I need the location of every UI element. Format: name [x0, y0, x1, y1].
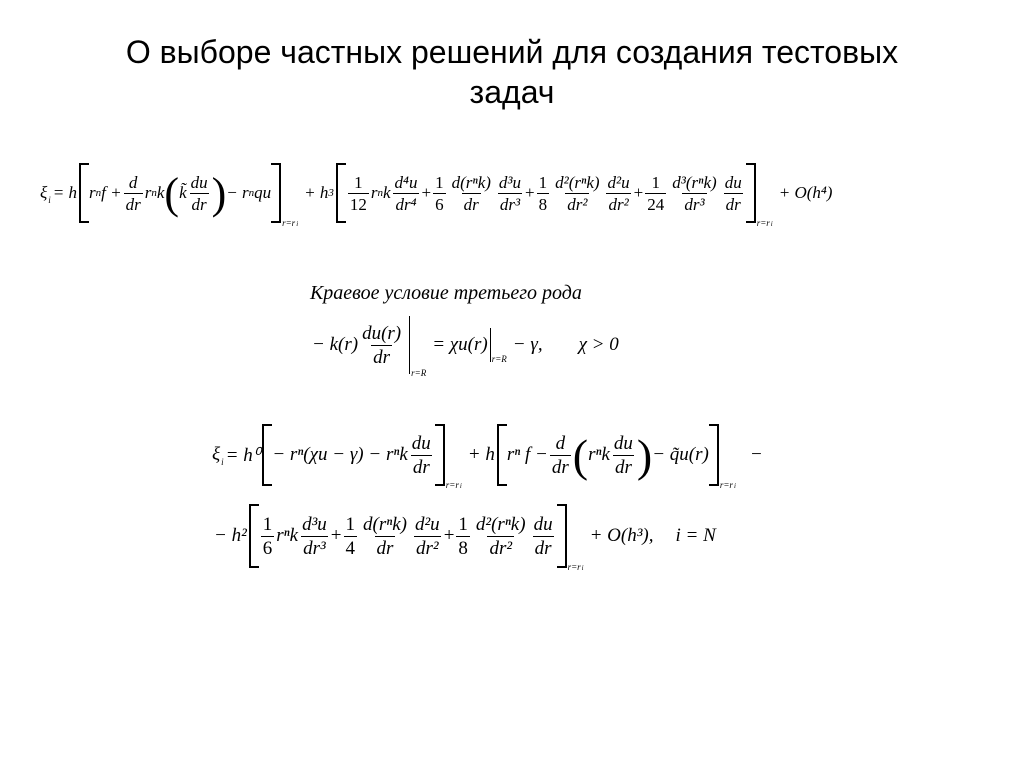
eq4-eval: r=r	[567, 562, 581, 572]
eq4-d-rnk: d(rⁿk)	[363, 513, 407, 535]
eq1-f: f +	[101, 183, 122, 202]
eq2-rhs: − γ,	[512, 334, 543, 355]
eq1-d2u: d²u	[607, 172, 630, 192]
eq3-eval: r=r	[445, 480, 459, 490]
eq4-d3u: d³u	[302, 513, 327, 535]
eq1-six: 6	[435, 194, 444, 214]
eq1-minus-r-sup: n	[248, 187, 255, 199]
eq2-eval-bar-2	[490, 328, 491, 362]
eq4-plus-1: +	[330, 525, 342, 546]
eq4-d2-rnk: d²(rⁿk)	[475, 513, 526, 535]
eq1-frac-1-12	[348, 174, 369, 213]
eq4-du: du	[533, 513, 553, 535]
eq1-dr3-b: dr³	[684, 194, 705, 214]
eq3-bracket-close	[435, 424, 445, 486]
eq4-cond: i = N	[675, 525, 716, 546]
eq3-frac-du-dr-2	[612, 434, 635, 477]
eq2-eval: r=R	[411, 368, 427, 378]
eq1-minus-r: − r	[226, 183, 249, 202]
eq1-bracket2-open	[336, 163, 346, 223]
eq1-frac-d3-rnk	[670, 174, 718, 213]
eq1-lhs: ξ	[40, 183, 48, 202]
eq3-b1: rⁿ f −	[506, 444, 548, 465]
eq1-twentyfour: 24	[647, 194, 665, 214]
boundary-condition-label: Краевое условие третьего рода	[310, 282, 582, 304]
eq4-dr: dr	[376, 537, 394, 559]
eq4-frac-1-6	[261, 515, 275, 558]
eq4-one-b: 1	[345, 513, 356, 535]
eq1-r2-sup: n	[151, 187, 157, 199]
eq1-eight: 8	[538, 194, 548, 214]
eq1-eval-2: r=r	[756, 218, 770, 228]
eq1-r2: r	[144, 183, 152, 202]
equation-1	[40, 158, 832, 228]
eq4-one: 1	[262, 513, 273, 535]
eq1-k: k	[156, 183, 165, 202]
eq1-frac-d-rnk	[450, 174, 493, 213]
eq3-lhs: ξ	[212, 444, 221, 465]
eq1-frac-du-dr	[189, 174, 210, 213]
eq1-bracket2-close	[746, 163, 756, 223]
eq4-plus-2: +	[443, 525, 455, 546]
eq2-den: dr	[373, 346, 391, 368]
eq4-four: 4	[345, 537, 356, 559]
eq1-r: r	[89, 183, 96, 202]
eq1-one-c: 1	[538, 172, 548, 192]
eq1-frac-d-dr	[124, 174, 143, 213]
eq1-lhs-sub: i	[48, 195, 51, 205]
eq1-r-sup: n	[95, 187, 102, 199]
eq1-k-tilde: k̃	[179, 183, 187, 202]
eq1-frac-d2u	[606, 174, 632, 213]
eq2-frac	[360, 324, 403, 367]
eq4-eight: 8	[458, 537, 468, 559]
eq3-du-2: du	[613, 432, 633, 454]
eq3-lhs-sub: i	[221, 457, 224, 467]
eq3-b3: − q̃u(r)	[652, 444, 709, 465]
eq3-b2: rⁿk	[588, 444, 610, 465]
eq1-eval-sub: i	[296, 220, 299, 228]
eq1-eval: r=r	[282, 218, 296, 228]
eq1-frac-1-6	[433, 174, 446, 213]
slide-title	[0, 32, 1024, 112]
eq1-bracket-close	[271, 163, 281, 223]
eq3-paren-close: )	[636, 429, 653, 481]
eq2-num: du(r)	[362, 322, 402, 344]
eq4-frac-d2u	[413, 515, 442, 558]
eq3-eq-h0: = h⁰	[225, 444, 261, 466]
eq3-bracket2-open	[497, 424, 507, 486]
eq3-eval-sub: i	[459, 482, 462, 490]
eq1-paren-close: )	[211, 168, 227, 218]
eq1-one-d: 1	[651, 172, 660, 192]
eq3-minus-end: −	[749, 444, 763, 465]
eq3-bracket-open	[262, 424, 272, 486]
eq1-plus-2: +	[525, 183, 535, 202]
title-line-1: О выборе частных решений для создания тестовых	[125, 34, 899, 70]
eq1-frac-1-8	[537, 174, 550, 213]
eq4-frac-d-rnk	[361, 515, 409, 558]
equation-2	[312, 312, 619, 378]
eq1-rk-r: r	[370, 183, 378, 202]
eq3-eval-2: r=r	[719, 480, 733, 490]
eq3-du: du	[411, 432, 431, 454]
eq1-rk-k: k	[383, 183, 391, 202]
eq4-frac-1-4	[344, 515, 358, 558]
eq1-dr3: dr³	[499, 194, 521, 214]
eq1-dr: dr	[125, 194, 141, 214]
eq1-plus-h: + h	[304, 183, 329, 202]
eq1-frac-d3u	[497, 174, 523, 213]
eq1-eq-h: = h	[52, 183, 78, 202]
eq1-rk-sup: n	[377, 187, 383, 199]
eq3-dr-2: dr	[551, 456, 569, 478]
eq4-d2u: d²u	[414, 513, 440, 535]
eq1-frac-d2-rnk	[553, 174, 601, 213]
eq1-bracket-open	[79, 163, 89, 223]
eq3-frac-du-dr	[410, 434, 433, 477]
eq1-eval-2-sub: i	[770, 220, 773, 228]
eq4-c1: rⁿk	[276, 525, 299, 546]
eq3-a1: − rⁿ(χu − γ) − rⁿk	[272, 444, 408, 465]
eq1-dr-2: dr	[191, 194, 207, 214]
eq4-lead: − h²	[214, 525, 247, 546]
eq2-eval-bar	[409, 316, 410, 374]
eq1-one: 1	[354, 172, 363, 192]
eq1-d2-rnk: d²(rⁿk)	[555, 172, 600, 192]
eq3-bracket2-close	[709, 424, 719, 486]
eq2-lhs: − k(r)	[312, 334, 359, 355]
eq3-frac-d-dr	[550, 434, 571, 477]
eq1-dr4: dr⁴	[395, 194, 417, 214]
eq4-dr2-b: dr²	[489, 537, 513, 559]
eq4-eval-sub: i	[581, 564, 584, 572]
eq1-frac-du-dr-b	[723, 174, 744, 213]
eq4-dr-b: dr	[534, 537, 552, 559]
eq4-frac-du-dr	[532, 515, 555, 558]
equation-3	[212, 420, 763, 490]
eq4-dr3: dr³	[303, 537, 326, 559]
title-line-2: задач	[469, 74, 555, 110]
eq3-dr: dr	[412, 456, 430, 478]
eq1-frac-d4u	[393, 174, 420, 213]
eq3-paren-open: (	[572, 429, 589, 481]
eq4-bracket-close	[557, 504, 567, 568]
eq1-tail: + O(h⁴)	[778, 183, 833, 202]
eq1-d3u: d³u	[498, 172, 522, 192]
eq1-dr2-b: dr²	[608, 194, 629, 214]
eq1-d-rnk: d(rⁿk)	[451, 172, 491, 192]
eq1-du-b: du	[724, 172, 742, 192]
eq3-eval-2-sub: i	[733, 482, 736, 490]
eq3-plus-h: + h	[467, 444, 495, 465]
eq4-frac-d3u	[300, 515, 329, 558]
eq1-plus-3: +	[633, 183, 644, 202]
eq1-twelve: 12	[349, 194, 367, 214]
eq1-dr2: dr²	[567, 194, 588, 214]
eq2-mid: = χu(r)	[432, 334, 488, 355]
eq1-frac-1-24	[645, 174, 666, 213]
eq3-dr-3: dr	[614, 456, 632, 478]
eq1-paren-open: (	[164, 168, 180, 218]
eq2-cond: χ > 0	[578, 334, 619, 355]
eq1-d4u: d⁴u	[394, 172, 418, 192]
eq1-du: du	[190, 172, 208, 192]
eq1-d3-rnk: d³(rⁿk)	[672, 172, 717, 192]
eq1-plus-h-sup: 3	[328, 187, 334, 199]
eq4-tail: + O(h³),	[589, 525, 654, 546]
eq1-d: d	[128, 172, 138, 192]
eq4-one-c: 1	[458, 513, 468, 535]
eq1-qu: qu	[254, 183, 272, 202]
eq4-six: 6	[262, 537, 273, 559]
eq4-bracket-open	[249, 504, 259, 568]
eq1-one-b: 1	[435, 172, 444, 192]
eq4-frac-d2-rnk	[474, 515, 528, 558]
eq4-dr2: dr²	[416, 537, 439, 559]
eq1-dr-3: dr	[463, 194, 479, 214]
eq2-eval-2: r=R	[491, 354, 507, 364]
equation-4	[214, 500, 716, 572]
eq3-d: d	[555, 432, 566, 454]
eq1-plus-1: +	[421, 183, 432, 202]
eq4-frac-1-8	[456, 515, 470, 558]
eq1-dr-4: dr	[725, 194, 741, 214]
